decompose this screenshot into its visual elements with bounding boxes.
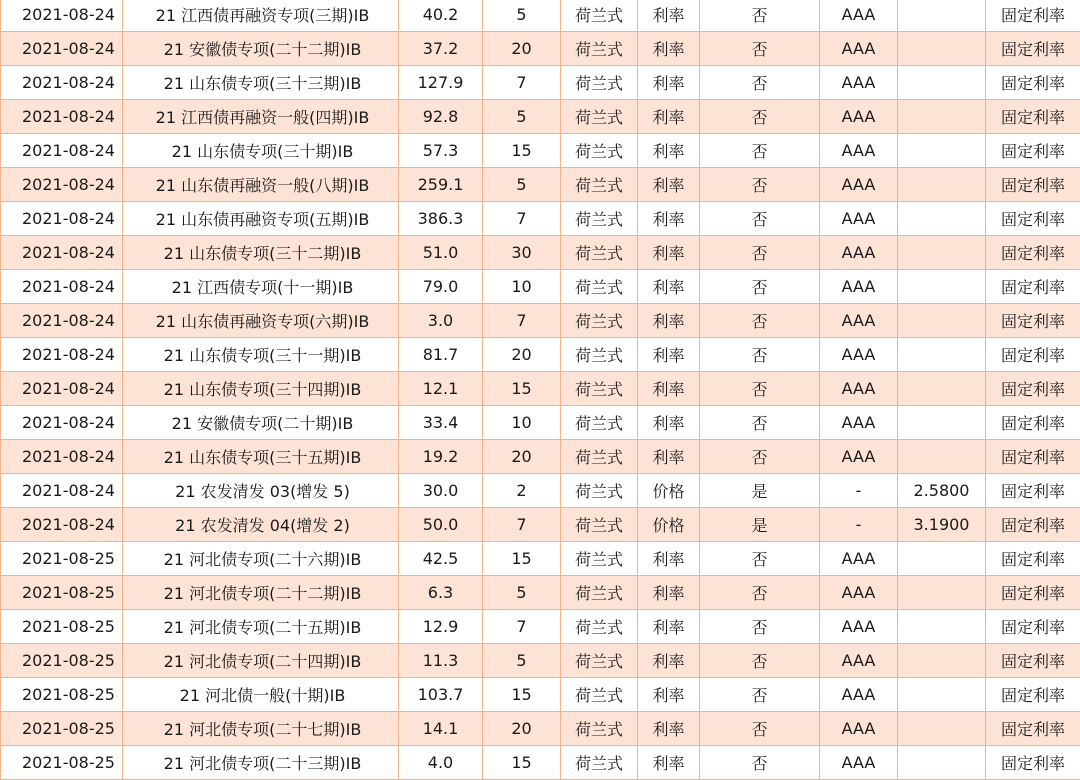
bond-name-cell: 21 农发清发 03(增发 5) <box>123 474 399 508</box>
issue-amount-cell: 127.9 <box>399 66 483 100</box>
bid-type-cell: 利率 <box>638 202 700 236</box>
option-flag-cell: 是 <box>700 508 820 542</box>
auction-method-cell: 荷兰式 <box>561 236 638 270</box>
issue-amount-cell: 19.2 <box>399 440 483 474</box>
coupon-rate-cell: 2.5800 <box>898 474 986 508</box>
issue-date-cell: 2021-08-25 <box>1 542 123 576</box>
option-flag-cell: 是 <box>700 474 820 508</box>
issue-date-cell: 2021-08-24 <box>1 202 123 236</box>
auction-method-cell: 荷兰式 <box>561 32 638 66</box>
rate-type-cell: 固定利率 <box>986 202 1080 236</box>
issue-date-cell: 2021-08-24 <box>1 508 123 542</box>
auction-method-cell: 荷兰式 <box>561 440 638 474</box>
term-cell: 15 <box>483 542 561 576</box>
issue-date-cell: 2021-08-25 <box>1 746 123 780</box>
rating-cell: AAA <box>820 304 898 338</box>
term-cell: 7 <box>483 202 561 236</box>
option-flag-cell: 否 <box>700 236 820 270</box>
auction-method-cell: 荷兰式 <box>561 712 638 746</box>
auction-method-cell: 荷兰式 <box>561 406 638 440</box>
bond-name-cell: 21 山东债专项(三十三期)IB <box>123 66 399 100</box>
rating-cell: AAA <box>820 542 898 576</box>
rating-cell: AAA <box>820 440 898 474</box>
bond-name-cell: 21 河北债专项(二十七期)IB <box>123 712 399 746</box>
bond-name-cell: 21 山东债专项(三十一期)IB <box>123 338 399 372</box>
term-cell: 10 <box>483 270 561 304</box>
issue-date-cell: 2021-08-24 <box>1 168 123 202</box>
issue-date-cell: 2021-08-25 <box>1 610 123 644</box>
option-flag-cell: 否 <box>700 372 820 406</box>
rate-type-cell: 固定利率 <box>986 474 1080 508</box>
coupon-rate-cell <box>898 338 986 372</box>
option-flag-cell: 否 <box>700 678 820 712</box>
rate-type-cell: 固定利率 <box>986 66 1080 100</box>
term-cell: 20 <box>483 32 561 66</box>
issue-date-cell: 2021-08-25 <box>1 644 123 678</box>
bond-name-cell: 21 山东债专项(三十期)IB <box>123 134 399 168</box>
table-row <box>1 100 1080 134</box>
auction-method-cell: 荷兰式 <box>561 168 638 202</box>
table-row <box>1 32 1080 66</box>
issue-date-cell: 2021-08-25 <box>1 712 123 746</box>
table-row <box>1 304 1080 338</box>
rate-type-cell: 固定利率 <box>986 0 1080 32</box>
table-row <box>1 610 1080 644</box>
bond-name-cell: 21 江西债专项(十一期)IB <box>123 270 399 304</box>
term-cell: 7 <box>483 610 561 644</box>
term-cell: 15 <box>483 134 561 168</box>
rate-type-cell: 固定利率 <box>986 576 1080 610</box>
bond-name-cell: 21 河北债专项(二十六期)IB <box>123 542 399 576</box>
rating-cell: AAA <box>820 100 898 134</box>
issue-date-cell: 2021-08-24 <box>1 66 123 100</box>
issue-date-cell: 2021-08-24 <box>1 100 123 134</box>
coupon-rate-cell <box>898 440 986 474</box>
bond-name-cell: 21 安徽债专项(二十二期)IB <box>123 32 399 66</box>
option-flag-cell: 否 <box>700 32 820 66</box>
coupon-rate-cell <box>898 644 986 678</box>
table-row <box>1 338 1080 372</box>
table-row <box>1 202 1080 236</box>
bond-name-cell: 21 农发清发 04(增发 2) <box>123 508 399 542</box>
auction-method-cell: 荷兰式 <box>561 372 638 406</box>
term-cell: 10 <box>483 406 561 440</box>
issue-amount-cell: 6.3 <box>399 576 483 610</box>
table-row <box>1 678 1080 712</box>
rate-type-cell: 固定利率 <box>986 304 1080 338</box>
issue-amount-cell: 259.1 <box>399 168 483 202</box>
bid-type-cell: 利率 <box>638 236 700 270</box>
rate-type-cell: 固定利率 <box>986 168 1080 202</box>
option-flag-cell: 否 <box>700 202 820 236</box>
auction-method-cell: 荷兰式 <box>561 678 638 712</box>
bid-type-cell: 利率 <box>638 678 700 712</box>
issue-date-cell: 2021-08-24 <box>1 304 123 338</box>
rate-type-cell: 固定利率 <box>986 440 1080 474</box>
issue-date-cell: 2021-08-24 <box>1 270 123 304</box>
bid-type-cell: 利率 <box>638 372 700 406</box>
coupon-rate-cell <box>898 236 986 270</box>
table-row <box>1 576 1080 610</box>
rate-type-cell: 固定利率 <box>986 372 1080 406</box>
table-row <box>1 746 1080 780</box>
term-cell: 5 <box>483 100 561 134</box>
rating-cell: AAA <box>820 202 898 236</box>
rate-type-cell: 固定利率 <box>986 134 1080 168</box>
bond-name-cell: 21 安徽债专项(二十期)IB <box>123 406 399 440</box>
table-row <box>1 236 1080 270</box>
table-row <box>1 644 1080 678</box>
rating-cell: AAA <box>820 372 898 406</box>
coupon-rate-cell <box>898 0 986 32</box>
term-cell: 20 <box>483 338 561 372</box>
issue-amount-cell: 30.0 <box>399 474 483 508</box>
term-cell: 7 <box>483 304 561 338</box>
rating-cell: AAA <box>820 644 898 678</box>
term-cell: 15 <box>483 678 561 712</box>
issue-amount-cell: 4.0 <box>399 746 483 780</box>
coupon-rate-cell <box>898 304 986 338</box>
auction-method-cell: 荷兰式 <box>561 746 638 780</box>
term-cell: 5 <box>483 0 561 32</box>
issue-amount-cell: 92.8 <box>399 100 483 134</box>
rate-type-cell: 固定利率 <box>986 338 1080 372</box>
auction-method-cell: 荷兰式 <box>561 338 638 372</box>
rate-type-cell: 固定利率 <box>986 32 1080 66</box>
issue-amount-cell: 103.7 <box>399 678 483 712</box>
bid-type-cell: 价格 <box>638 474 700 508</box>
coupon-rate-cell <box>898 66 986 100</box>
coupon-rate-cell <box>898 610 986 644</box>
rating-cell: AAA <box>820 576 898 610</box>
option-flag-cell: 否 <box>700 712 820 746</box>
term-cell: 15 <box>483 746 561 780</box>
bid-type-cell: 利率 <box>638 746 700 780</box>
term-cell: 5 <box>483 576 561 610</box>
auction-method-cell: 荷兰式 <box>561 610 638 644</box>
option-flag-cell: 否 <box>700 66 820 100</box>
auction-method-cell: 荷兰式 <box>561 576 638 610</box>
rating-cell: AAA <box>820 236 898 270</box>
rating-cell: AAA <box>820 712 898 746</box>
issue-date-cell: 2021-08-24 <box>1 32 123 66</box>
coupon-rate-cell <box>898 32 986 66</box>
bid-type-cell: 利率 <box>638 542 700 576</box>
bond-name-cell: 21 江西债再融资一般(四期)IB <box>123 100 399 134</box>
rate-type-cell: 固定利率 <box>986 406 1080 440</box>
coupon-rate-cell <box>898 542 986 576</box>
bid-type-cell: 利率 <box>638 168 700 202</box>
coupon-rate-cell <box>898 746 986 780</box>
rating-cell: AAA <box>820 338 898 372</box>
rate-type-cell: 固定利率 <box>986 100 1080 134</box>
bond-name-cell: 21 河北债专项(二十二期)IB <box>123 576 399 610</box>
bid-type-cell: 利率 <box>638 338 700 372</box>
auction-method-cell: 荷兰式 <box>561 474 638 508</box>
option-flag-cell: 否 <box>700 100 820 134</box>
term-cell: 7 <box>483 66 561 100</box>
option-flag-cell: 否 <box>700 610 820 644</box>
issue-amount-cell: 57.3 <box>399 134 483 168</box>
bond-name-cell: 21 河北债专项(二十三期)IB <box>123 746 399 780</box>
bid-type-cell: 利率 <box>638 304 700 338</box>
auction-method-cell: 荷兰式 <box>561 202 638 236</box>
issue-amount-cell: 79.0 <box>399 270 483 304</box>
rating-cell: AAA <box>820 406 898 440</box>
issue-date-cell: 2021-08-24 <box>1 406 123 440</box>
option-flag-cell: 否 <box>700 406 820 440</box>
auction-method-cell: 荷兰式 <box>561 508 638 542</box>
rating-cell: AAA <box>820 746 898 780</box>
term-cell: 20 <box>483 440 561 474</box>
option-flag-cell: 否 <box>700 440 820 474</box>
bond-name-cell: 21 河北债专项(二十四期)IB <box>123 644 399 678</box>
rate-type-cell: 固定利率 <box>986 542 1080 576</box>
issue-amount-cell: 14.1 <box>399 712 483 746</box>
bid-type-cell: 利率 <box>638 66 700 100</box>
table-row <box>1 542 1080 576</box>
issue-amount-cell: 42.5 <box>399 542 483 576</box>
issue-amount-cell: 12.1 <box>399 372 483 406</box>
rating-cell: AAA <box>820 678 898 712</box>
option-flag-cell: 否 <box>700 746 820 780</box>
table-row <box>1 372 1080 406</box>
bid-type-cell: 利率 <box>638 440 700 474</box>
bid-type-cell: 利率 <box>638 100 700 134</box>
table-row <box>1 134 1080 168</box>
issue-amount-cell: 50.0 <box>399 508 483 542</box>
bid-type-cell: 利率 <box>638 270 700 304</box>
auction-method-cell: 荷兰式 <box>561 270 638 304</box>
option-flag-cell: 否 <box>700 644 820 678</box>
coupon-rate-cell <box>898 678 986 712</box>
rating-cell: AAA <box>820 32 898 66</box>
table-row <box>1 406 1080 440</box>
bid-type-cell: 利率 <box>638 712 700 746</box>
table-row <box>1 440 1080 474</box>
auction-method-cell: 荷兰式 <box>561 0 638 32</box>
bid-type-cell: 利率 <box>638 610 700 644</box>
rate-type-cell: 固定利率 <box>986 508 1080 542</box>
bid-type-cell: 利率 <box>638 134 700 168</box>
bond-name-cell: 21 江西债再融资专项(三期)IB <box>123 0 399 32</box>
rate-type-cell: 固定利率 <box>986 236 1080 270</box>
auction-method-cell: 荷兰式 <box>561 134 638 168</box>
bid-type-cell: 利率 <box>638 576 700 610</box>
issue-amount-cell: 12.9 <box>399 610 483 644</box>
bond-name-cell: 21 山东债再融资一般(八期)IB <box>123 168 399 202</box>
rating-cell: AAA <box>820 66 898 100</box>
bid-type-cell: 利率 <box>638 32 700 66</box>
rate-type-cell: 固定利率 <box>986 678 1080 712</box>
table-row <box>1 474 1080 508</box>
issue-date-cell: 2021-08-24 <box>1 372 123 406</box>
term-cell: 30 <box>483 236 561 270</box>
issue-date-cell: 2021-08-24 <box>1 236 123 270</box>
auction-method-cell: 荷兰式 <box>561 644 638 678</box>
bond-name-cell: 21 山东债专项(三十四期)IB <box>123 372 399 406</box>
option-flag-cell: 否 <box>700 0 820 32</box>
rating-cell: AAA <box>820 168 898 202</box>
rating-cell: AAA <box>820 0 898 32</box>
issue-date-cell: 2021-08-24 <box>1 338 123 372</box>
option-flag-cell: 否 <box>700 576 820 610</box>
issue-date-cell: 2021-08-25 <box>1 678 123 712</box>
table-row <box>1 508 1080 542</box>
rating-cell: AAA <box>820 270 898 304</box>
rate-type-cell: 固定利率 <box>986 712 1080 746</box>
rating-cell: AAA <box>820 134 898 168</box>
rate-type-cell: 固定利率 <box>986 610 1080 644</box>
term-cell: 5 <box>483 168 561 202</box>
issue-amount-cell: 33.4 <box>399 406 483 440</box>
term-cell: 15 <box>483 372 561 406</box>
auction-method-cell: 荷兰式 <box>561 304 638 338</box>
rate-type-cell: 固定利率 <box>986 270 1080 304</box>
issue-amount-cell: 386.3 <box>399 202 483 236</box>
issue-amount-cell: 11.3 <box>399 644 483 678</box>
rating-cell: - <box>820 508 898 542</box>
option-flag-cell: 否 <box>700 270 820 304</box>
bid-type-cell: 利率 <box>638 406 700 440</box>
bond-name-cell: 21 山东债再融资专项(五期)IB <box>123 202 399 236</box>
issue-date-cell: 2021-08-24 <box>1 0 123 32</box>
option-flag-cell: 否 <box>700 168 820 202</box>
issue-amount-cell: 81.7 <box>399 338 483 372</box>
bond-name-cell: 21 山东债专项(三十五期)IB <box>123 440 399 474</box>
issue-amount-cell: 51.0 <box>399 236 483 270</box>
coupon-rate-cell <box>898 100 986 134</box>
issue-amount-cell: 40.2 <box>399 0 483 32</box>
rating-cell: AAA <box>820 610 898 644</box>
table-row <box>1 712 1080 746</box>
term-cell: 7 <box>483 508 561 542</box>
issue-date-cell: 2021-08-25 <box>1 576 123 610</box>
auction-method-cell: 荷兰式 <box>561 66 638 100</box>
rating-cell: - <box>820 474 898 508</box>
table-row <box>1 270 1080 304</box>
coupon-rate-cell: 3.1900 <box>898 508 986 542</box>
coupon-rate-cell <box>898 372 986 406</box>
coupon-rate-cell <box>898 202 986 236</box>
option-flag-cell: 否 <box>700 542 820 576</box>
table-body <box>1 0 1080 780</box>
auction-method-cell: 荷兰式 <box>561 100 638 134</box>
bond-name-cell: 21 山东债再融资专项(六期)IB <box>123 304 399 338</box>
coupon-rate-cell <box>898 576 986 610</box>
issue-amount-cell: 3.0 <box>399 304 483 338</box>
option-flag-cell: 否 <box>700 134 820 168</box>
bond-name-cell: 21 河北债专项(二十五期)IB <box>123 610 399 644</box>
table-row <box>1 0 1080 32</box>
bond-name-cell: 21 河北债一般(十期)IB <box>123 678 399 712</box>
term-cell: 2 <box>483 474 561 508</box>
bid-type-cell: 利率 <box>638 644 700 678</box>
rate-type-cell: 固定利率 <box>986 644 1080 678</box>
term-cell: 20 <box>483 712 561 746</box>
option-flag-cell: 否 <box>700 338 820 372</box>
coupon-rate-cell <box>898 406 986 440</box>
issue-amount-cell: 37.2 <box>399 32 483 66</box>
issue-date-cell: 2021-08-24 <box>1 474 123 508</box>
coupon-rate-cell <box>898 134 986 168</box>
rate-type-cell: 固定利率 <box>986 746 1080 780</box>
option-flag-cell: 否 <box>700 304 820 338</box>
table-row <box>1 168 1080 202</box>
bid-type-cell: 利率 <box>638 0 700 32</box>
bond-name-cell: 21 山东债专项(三十二期)IB <box>123 236 399 270</box>
coupon-rate-cell <box>898 270 986 304</box>
issue-date-cell: 2021-08-24 <box>1 440 123 474</box>
auction-method-cell: 荷兰式 <box>561 542 638 576</box>
coupon-rate-cell <box>898 712 986 746</box>
bid-type-cell: 价格 <box>638 508 700 542</box>
coupon-rate-cell <box>898 168 986 202</box>
term-cell: 5 <box>483 644 561 678</box>
table-row <box>1 66 1080 100</box>
issue-date-cell: 2021-08-24 <box>1 134 123 168</box>
